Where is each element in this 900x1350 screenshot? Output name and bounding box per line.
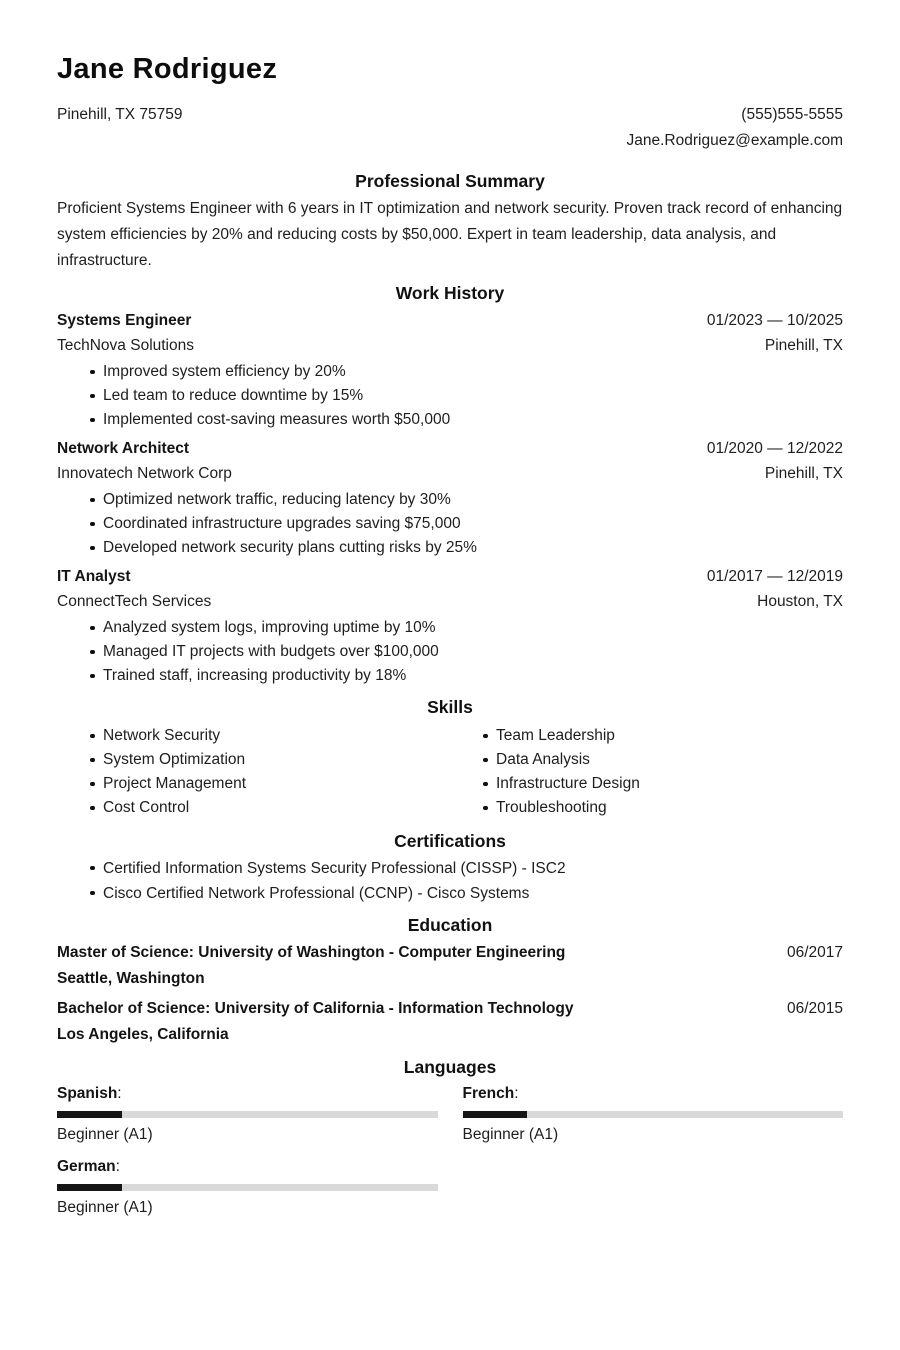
- skill-item: Network Security: [103, 724, 450, 748]
- education-degree: Bachelor of Science: University of California - Information Technology: [57, 1000, 574, 1017]
- language-label: [57, 1082, 438, 1106]
- job-company: Innovatech Network Corp: [57, 465, 232, 482]
- skill-item: Project Management: [103, 772, 450, 796]
- job-dates: 01/2020 — 12/2022: [706, 440, 843, 457]
- job-company-row: [57, 461, 843, 486]
- job-title-row: [57, 564, 843, 589]
- job-company-row: [57, 589, 843, 614]
- language-level: Beginner (A1): [57, 1126, 153, 1143]
- language-label: [463, 1082, 844, 1106]
- contact-location: Pinehill, TX 75759: [57, 106, 183, 123]
- certification-item: Certified Information Systems Security Professional (CISSP) - ISC2: [103, 856, 843, 881]
- jobs-list: [57, 308, 843, 688]
- job-title: Network Architect: [57, 440, 190, 457]
- skill-item: Team Leadership: [496, 724, 843, 748]
- language-level: Beginner (A1): [462, 1126, 559, 1143]
- job-company-row: [57, 333, 843, 358]
- language-progress-fill: [57, 1184, 122, 1191]
- language-name: French: [462, 1085, 515, 1102]
- skill-item: Troubleshooting: [496, 796, 843, 820]
- skill-item: Data Analysis: [496, 748, 843, 772]
- job-bullet-item: Improved system efficiency by 20%: [103, 360, 843, 384]
- job-company: TechNova Solutions: [57, 337, 194, 354]
- skills-column-right: [450, 724, 843, 820]
- person-name: Jane Rodriguez: [57, 53, 278, 85]
- language-progress-fill: [57, 1111, 122, 1118]
- language-name: German: [57, 1158, 116, 1175]
- job-bullet-item: Analyzed system logs, improving uptime by 10%: [103, 616, 843, 640]
- education-date: 06/2015: [786, 1000, 843, 1017]
- job-company: ConnectTech Services: [57, 593, 212, 610]
- section-heading-certifications: Certifications: [394, 831, 506, 851]
- job-bullets: [57, 360, 843, 432]
- job-bullet-item: Managed IT projects with budgets over $100,000: [103, 640, 843, 664]
- job-location: Houston, TX: [757, 593, 843, 610]
- education-location: Seattle, Washington: [57, 970, 205, 987]
- education-list: [57, 940, 843, 1048]
- language-entry: [57, 1155, 438, 1220]
- skill-item: System Optimization: [103, 748, 450, 772]
- language-name: Spanish: [57, 1085, 118, 1102]
- job-entry: [57, 564, 843, 688]
- job-bullet-item: Led team to reduce downtime by 15%: [103, 384, 843, 408]
- contact-email: Jane.Rodriguez@example.com: [626, 132, 843, 149]
- language-entry: [463, 1082, 844, 1147]
- language-label: [57, 1155, 438, 1179]
- education-degree-row: [57, 996, 843, 1022]
- job-title: IT Analyst: [57, 568, 131, 585]
- certification-item: Cisco Certified Network Professional (CCNP) - Cisco Systems: [103, 881, 843, 906]
- education-location: Los Angeles, California: [57, 1026, 229, 1043]
- contact-phone: (555)555-5555: [741, 106, 843, 123]
- section-heading-education: Education: [407, 915, 493, 935]
- job-dates: 01/2017 — 12/2019: [706, 568, 843, 585]
- job-title: Systems Engineer: [57, 312, 192, 329]
- skill-item: Infrastructure Design: [496, 772, 843, 796]
- job-bullet-item: Coordinated infrastructure upgrades saving $75,000: [103, 512, 843, 536]
- language-level: Beginner (A1): [57, 1199, 153, 1216]
- language-progress-track: [57, 1184, 438, 1191]
- job-title-row: [57, 436, 843, 461]
- skills-grid: [57, 722, 843, 822]
- education-date: 06/2017: [786, 944, 843, 961]
- job-entry: [57, 308, 843, 432]
- job-dates: 01/2023 — 10/2025: [706, 312, 843, 329]
- job-title-row: [57, 308, 843, 333]
- skill-item: Cost Control: [103, 796, 450, 820]
- job-bullet-item: Trained staff, increasing productivity by 18%: [103, 664, 843, 688]
- job-bullets: [57, 488, 843, 560]
- language-progress-track: [57, 1111, 438, 1118]
- job-entry: [57, 436, 843, 560]
- section-heading-languages: Languages: [403, 1057, 497, 1077]
- job-bullets: [57, 616, 843, 688]
- skills-column-left: [57, 724, 450, 820]
- job-bullet-item: Implemented cost-saving measures worth $50,000: [103, 408, 843, 432]
- education-degree-row: [57, 940, 843, 966]
- languages-grid: [57, 1082, 843, 1220]
- section-heading-work: Work History: [395, 283, 505, 303]
- language-progress-track: [463, 1111, 844, 1118]
- language-progress-fill: [463, 1111, 528, 1118]
- job-bullet-item: Optimized network traffic, reducing latency by 30%: [103, 488, 843, 512]
- job-bullet-item: Developed network security plans cutting risks by 25%: [103, 536, 843, 560]
- education-entry: [57, 940, 843, 992]
- language-entry: [57, 1082, 438, 1147]
- education-entry: [57, 996, 843, 1048]
- contact-row: [57, 102, 843, 128]
- section-heading-skills: Skills: [427, 697, 473, 717]
- section-heading-summary: Professional Summary: [355, 171, 545, 191]
- summary-text: Proficient Systems Engineer with 6 years in IT optimization and network security. Proven track record of enhancing system efficiencies by 20% and reducing costs by $50,000. Expert in team leadership, data analysis, and infrastructure.: [57, 200, 843, 269]
- education-degree: Master of Science: University of Washington - Computer Engineering: [57, 944, 566, 961]
- job-location: Pinehill, TX: [764, 337, 843, 354]
- job-location: Pinehill, TX: [764, 465, 843, 482]
- certifications-list: [57, 856, 843, 906]
